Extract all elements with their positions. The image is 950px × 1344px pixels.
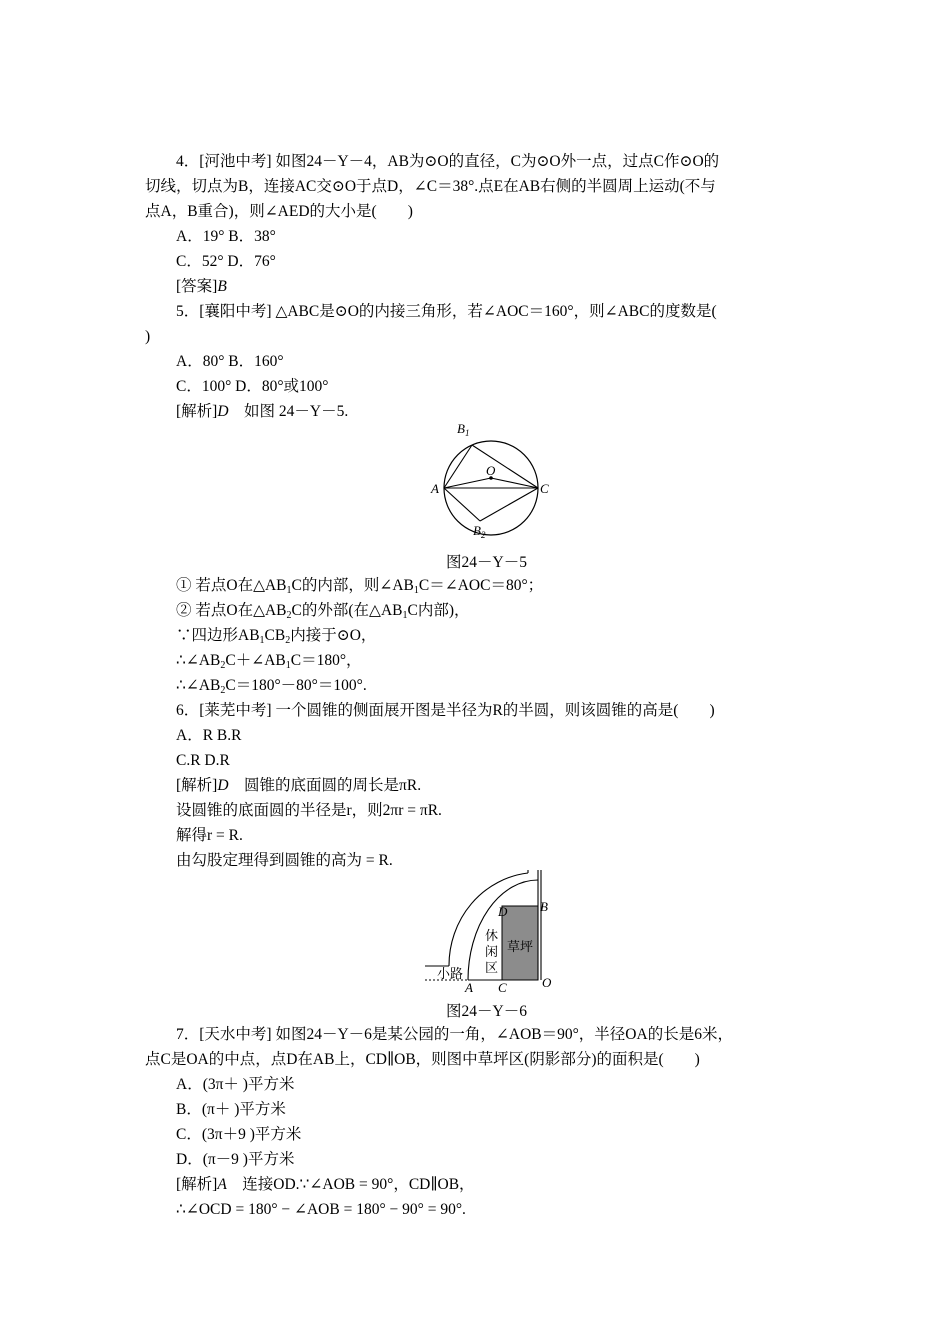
label-d: D xyxy=(498,904,508,919)
q7-option-d: D．(π－9 )平方米 xyxy=(176,1151,295,1168)
q6-step-3: 由勾股定理得到圆锥的高为 = R. xyxy=(176,852,393,869)
figure-6-caption: 图24－Y－6 xyxy=(446,1003,527,1020)
q4-line-1: 4．[河池中考] 如图24－Y－4，AB为⊙O的直径，C为⊙O外一点，过点C作⊙O的 xyxy=(176,153,720,170)
q5-options-ab: A．80° B．160° xyxy=(176,353,284,370)
q4-options-ab: A．19° B．38° xyxy=(176,228,276,245)
answer-label: [答案] xyxy=(176,278,218,295)
q5-analysis xyxy=(176,401,348,423)
figure-5-caption: 图24－Y－5 xyxy=(446,554,527,571)
label-o: O xyxy=(542,975,552,990)
grass-label: 草坪 xyxy=(507,939,534,954)
label-c: C xyxy=(540,481,549,496)
analysis-value: A xyxy=(217,1176,227,1193)
q4-answer xyxy=(176,276,227,298)
q6-step-2: 解得r = R. xyxy=(176,827,243,844)
figure-24-y-6 xyxy=(425,870,570,992)
q6-step-1: 设圆锥的底面圆的半径是r，则2πr = πR. xyxy=(176,802,442,819)
q5-line-2: ) xyxy=(145,328,151,345)
q7-option-a: A．(3π＋ )平方米 xyxy=(176,1076,295,1093)
triangle-lines xyxy=(444,445,538,521)
analysis-label: [解析] xyxy=(176,777,218,794)
analysis-text: 圆锥的底面圆的周长是πR. xyxy=(228,777,422,794)
label-a: A xyxy=(431,481,439,496)
q6-line-1: 6．[莱芜中考] 一个圆锥的侧面展开图是半径为R的半圆，则该圆锥的高是( ) xyxy=(176,702,715,719)
label-a: A xyxy=(465,980,473,992)
analysis-text: 连接OD.∵∠AOB = 90°，CD∥OB， xyxy=(226,1176,475,1193)
path-label: 小路 xyxy=(437,966,464,981)
label-c: C xyxy=(498,980,507,992)
analysis-value: D xyxy=(217,777,229,794)
q5-line-1: 5．[襄阳中考] △ABC是⊙O的内接三角形，若∠AOC＝160°，则∠ABC的度数是( xyxy=(176,303,717,320)
q6-options-ab: A．R B.R xyxy=(176,727,242,744)
label-b2: $B_2$ xyxy=(473,523,486,540)
q7-option-b: B．(π＋ )平方米 xyxy=(176,1101,286,1118)
q7-line-1: 7．[天水中考] 如图24－Y－6是某公园的一角，∠AOB＝90°，半径OA的长是6米， xyxy=(176,1026,733,1043)
q4-line-3: 点A，B重合)，则∠AED的大小是( ) xyxy=(145,203,413,220)
q5-step-2: ② 若点O在$\triangle AB_2C$的外部(在$\triangle AB_1C$内部)， xyxy=(176,602,470,621)
q7-line-2: 点C是OA的中点，点D在AB上，CD∥OB，则图中草坪区(阴影部分)的面积是( ) xyxy=(145,1051,700,1068)
q5-step-5: $\therefore\angle AB_2C=180^\circ-80^\circ=100^\circ$. xyxy=(176,677,367,696)
q5-options-cd: C．100° D．80°或100° xyxy=(176,378,329,395)
q5-step-4: $\therefore\angle AB_2C+\angle AB_1C=180^\circ$， xyxy=(176,652,362,671)
figure-24-y-5 xyxy=(420,418,560,548)
q4-options-cd: C．52° D．76° xyxy=(176,253,276,270)
q4-line-2: 切线，切点为B，连接AC交⊙O于点D，∠C＝38°.点E在AB右侧的半圆周上运动(不与 xyxy=(145,178,716,195)
label-o: O xyxy=(486,463,496,478)
analysis-label: [解析] xyxy=(176,1176,218,1193)
label-b: B xyxy=(540,899,548,914)
q6-options-cd: C.R D.R xyxy=(176,752,230,769)
q5-step-3: ∵四边形$AB_1CB_2$内接于⊙O， xyxy=(176,627,377,646)
q6-analysis xyxy=(176,775,421,797)
q5-step-1: ① 若点O在$\triangle AB_1C$的内部，则$\angle AB_1C=\angle AOC=80^\circ$； xyxy=(176,577,544,596)
rest-area-label: 休 闲 区 xyxy=(485,928,499,975)
q7-step-1: ∴∠OCD = 180° − ∠AOB = 180° − 90° = 90°. xyxy=(176,1201,466,1218)
analysis-value: D xyxy=(217,403,229,420)
label-b1: $B_1$ xyxy=(457,421,470,438)
q7-analysis xyxy=(176,1174,475,1196)
analysis-label: [解析] xyxy=(176,403,218,420)
q7-option-c: C．(3π＋9 )平方米 xyxy=(176,1126,302,1143)
analysis-text: 如图 24－Y－5. xyxy=(228,403,349,420)
answer-value: B xyxy=(217,278,227,295)
